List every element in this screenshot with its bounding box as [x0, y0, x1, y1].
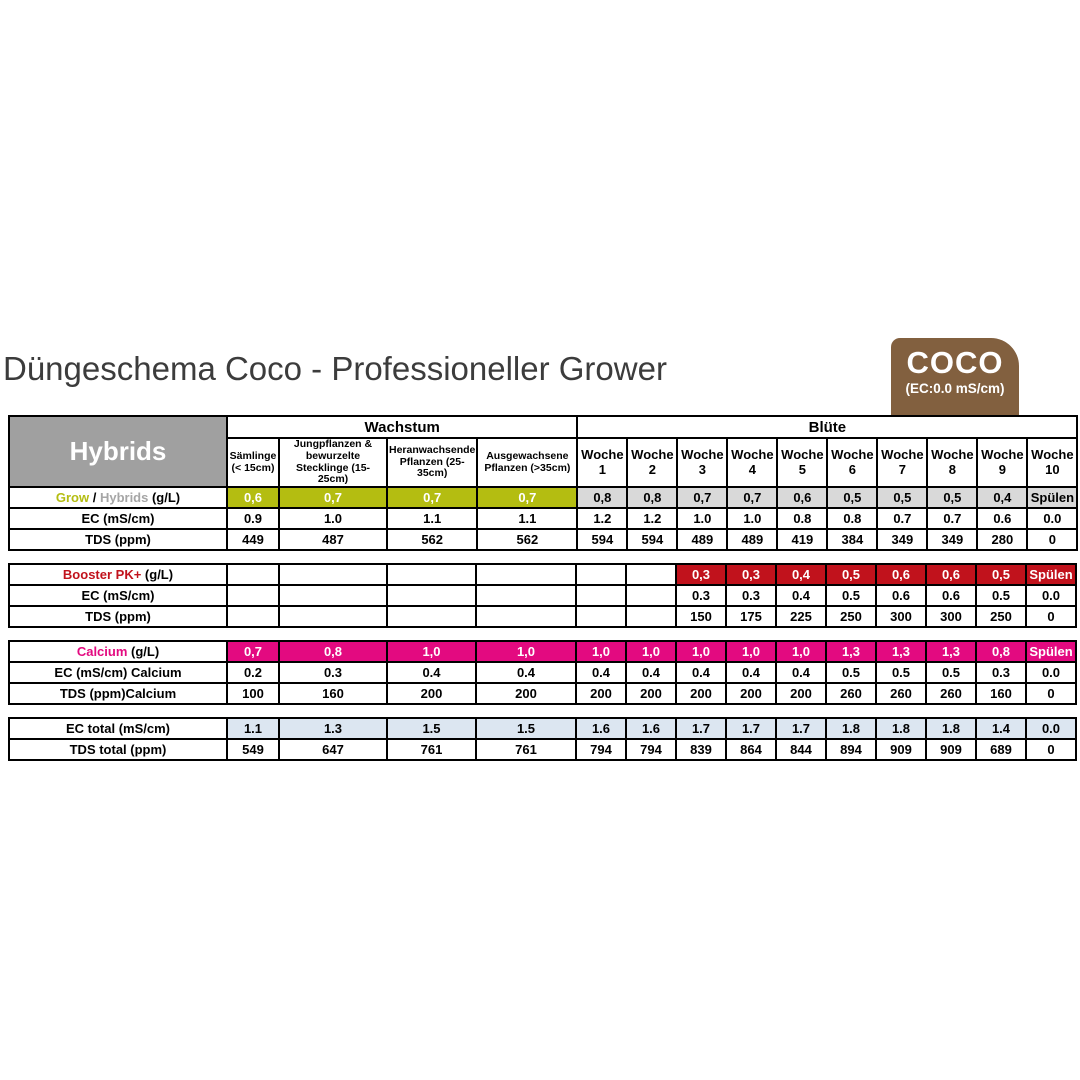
- row-label-calcium-1: [9, 662, 227, 683]
- cell-calcium-r1-c6: 0.4: [676, 662, 726, 683]
- week-header-7: Woche 7: [877, 438, 927, 487]
- cell-calcium-r0-c6: 1,0: [676, 641, 726, 662]
- cell-booster-pk-r2-c13: 0: [1026, 606, 1076, 627]
- cell-calcium-r1-c0: 0.2: [227, 662, 279, 683]
- week-header-1: Woche 1: [577, 438, 627, 487]
- cell-grow-r0-c6: 0,7: [677, 487, 727, 508]
- cell-calcium-r0-c8: 1,0: [776, 641, 826, 662]
- cell-grow-r0-c2: 0,7: [387, 487, 477, 508]
- cell-grow-r0-c1: 0,7: [279, 487, 387, 508]
- cell-calcium-r0-c4: 1,0: [576, 641, 626, 662]
- cell-totals-r1-c7: 864: [726, 739, 776, 760]
- cell-booster-pk-r0-c12: 0,5: [976, 564, 1026, 585]
- cell-booster-pk-r1-c5: [626, 585, 676, 606]
- cell-booster-pk-r0-c2: [387, 564, 476, 585]
- row-label-part: TDS (ppm): [85, 532, 151, 547]
- section-table-calcium: [8, 640, 1077, 705]
- cell-calcium-r1-c10: 0.5: [876, 662, 926, 683]
- cell-totals-r0-c12: 1.4: [976, 718, 1026, 739]
- cell-totals-r0-c7: 1.7: [726, 718, 776, 739]
- cell-booster-pk-r1-c8: 0.4: [776, 585, 826, 606]
- cell-calcium-r2-c12: 160: [976, 683, 1026, 704]
- row-label-part: TDS total (ppm): [69, 742, 167, 757]
- cell-grow-r2-c9: 384: [827, 529, 877, 550]
- cell-calcium-r2-c6: 200: [676, 683, 726, 704]
- row-label-part: TDS (ppm)Calcium: [59, 686, 177, 701]
- group-header-0: Wachstum: [227, 416, 577, 438]
- cell-totals-r0-c6: 1.7: [676, 718, 726, 739]
- cell-grow-r0-c0: 0,6: [227, 487, 279, 508]
- cell-calcium-r2-c1: 160: [279, 683, 387, 704]
- row-label-grow-0: [9, 487, 227, 508]
- row-label-grow-1: [9, 508, 227, 529]
- cell-calcium-r2-c8: 200: [776, 683, 826, 704]
- cell-calcium-r0-c0: 0,7: [227, 641, 279, 662]
- cell-booster-pk-r1-c4: [576, 585, 626, 606]
- cell-calcium-r0-c13: Spülen: [1026, 641, 1076, 662]
- week-header-2: Woche 2: [627, 438, 677, 487]
- cell-booster-pk-r0-c9: 0,5: [826, 564, 876, 585]
- cell-grow-r0-c12: 0,4: [977, 487, 1027, 508]
- row-label-part: TDS (ppm): [85, 609, 151, 624]
- cell-totals-r0-c1: 1.3: [279, 718, 387, 739]
- cell-booster-pk-r1-c11: 0.6: [926, 585, 976, 606]
- week-header-6: Woche 6: [827, 438, 877, 487]
- row-label-calcium-0: [9, 641, 227, 662]
- cell-booster-pk-r1-c9: 0.5: [826, 585, 876, 606]
- row-label-part: /: [89, 490, 100, 505]
- week-header-5: Woche 5: [777, 438, 827, 487]
- cell-calcium-r1-c1: 0.3: [279, 662, 387, 683]
- cell-calcium-r0-c5: 1,0: [626, 641, 676, 662]
- cell-calcium-r1-c13: 0.0: [1026, 662, 1076, 683]
- cell-grow-r2-c8: 419: [777, 529, 827, 550]
- cell-calcium-r2-c10: 260: [876, 683, 926, 704]
- row-label-totals-0: [9, 718, 227, 739]
- cell-grow-r0-c4: 0,8: [577, 487, 627, 508]
- cell-booster-pk-r0-c5: [626, 564, 676, 585]
- row-label-calcium-2: [9, 683, 227, 704]
- section-table-grow: [8, 415, 1078, 551]
- cell-grow-r0-c7: 0,7: [727, 487, 777, 508]
- cell-calcium-r1-c5: 0.4: [626, 662, 676, 683]
- cell-calcium-r0-c3: 1,0: [476, 641, 576, 662]
- cell-booster-pk-r0-c13: Spülen: [1026, 564, 1076, 585]
- row-label-totals-1: [9, 739, 227, 760]
- cell-calcium-r0-c2: 1,0: [387, 641, 476, 662]
- cell-grow-r2-c7: 489: [727, 529, 777, 550]
- cell-totals-r1-c5: 794: [626, 739, 676, 760]
- cell-booster-pk-r2-c3: [476, 606, 576, 627]
- cell-grow-r1-c1: 1.0: [279, 508, 387, 529]
- cell-grow-r2-c0: 449: [227, 529, 279, 550]
- cell-grow-r2-c12: 280: [977, 529, 1027, 550]
- cell-calcium-r2-c4: 200: [576, 683, 626, 704]
- cell-booster-pk-r2-c6: 150: [676, 606, 726, 627]
- cell-booster-pk-r1-c13: 0.0: [1026, 585, 1076, 606]
- cell-calcium-r1-c2: 0.4: [387, 662, 476, 683]
- cell-booster-pk-r0-c10: 0,6: [876, 564, 926, 585]
- cell-grow-r2-c11: 349: [927, 529, 977, 550]
- cell-booster-pk-r1-c0: [227, 585, 279, 606]
- cell-totals-r1-c3: 761: [476, 739, 576, 760]
- stage-header-2: Heranwachsende Pflanzen (25-35cm): [387, 438, 477, 487]
- section-table-totals: [8, 717, 1077, 761]
- cell-totals-r1-c9: 894: [826, 739, 876, 760]
- cell-calcium-r0-c9: 1,3: [826, 641, 876, 662]
- cell-booster-pk-r2-c5: [626, 606, 676, 627]
- cell-totals-r1-c11: 909: [926, 739, 976, 760]
- row-label-booster-pk-2: [9, 606, 227, 627]
- row-label-part: (g/L): [141, 567, 174, 582]
- cell-grow-r1-c11: 0.7: [927, 508, 977, 529]
- cell-grow-r2-c5: 594: [627, 529, 677, 550]
- cell-booster-pk-r0-c1: [279, 564, 387, 585]
- cell-calcium-r2-c7: 200: [726, 683, 776, 704]
- cell-booster-pk-r1-c10: 0.6: [876, 585, 926, 606]
- cell-totals-r1-c12: 689: [976, 739, 1026, 760]
- cell-grow-r2-c6: 489: [677, 529, 727, 550]
- cell-calcium-r2-c13: 0: [1026, 683, 1076, 704]
- row-label-part: EC (mS/cm): [81, 511, 155, 526]
- cell-grow-r2-c10: 349: [877, 529, 927, 550]
- cell-totals-r1-c0: 549: [227, 739, 279, 760]
- cell-booster-pk-r0-c4: [576, 564, 626, 585]
- cell-booster-pk-r0-c8: 0,4: [776, 564, 826, 585]
- cell-grow-r1-c10: 0.7: [877, 508, 927, 529]
- cell-calcium-r1-c4: 0.4: [576, 662, 626, 683]
- corner-header-hybrids: Hybrids: [9, 416, 227, 487]
- row-label-part: (g/L): [148, 490, 181, 505]
- stage-header-0: Sämlinge (< 15cm): [227, 438, 279, 487]
- cell-totals-r1-c13: 0: [1026, 739, 1076, 760]
- cell-totals-r0-c13: 0.0: [1026, 718, 1076, 739]
- cell-booster-pk-r2-c11: 300: [926, 606, 976, 627]
- row-label-part: Calcium: [76, 644, 128, 659]
- page-title: Düngeschema Coco - Professioneller Grower: [3, 350, 667, 387]
- cell-totals-r1-c6: 839: [676, 739, 726, 760]
- week-header-10: Woche 10: [1027, 438, 1077, 487]
- cell-booster-pk-r2-c1: [279, 606, 387, 627]
- cell-booster-pk-r1-c2: [387, 585, 476, 606]
- cell-calcium-r2-c11: 260: [926, 683, 976, 704]
- cell-grow-r0-c5: 0,8: [627, 487, 677, 508]
- cell-grow-r2-c13: 0: [1027, 529, 1077, 550]
- cell-grow-r0-c3: 0,7: [477, 487, 577, 508]
- cell-booster-pk-r1-c7: 0.3: [726, 585, 776, 606]
- cell-grow-r1-c12: 0.6: [977, 508, 1027, 529]
- cell-booster-pk-r2-c12: 250: [976, 606, 1026, 627]
- cell-calcium-r1-c12: 0.3: [976, 662, 1026, 683]
- cell-grow-r1-c5: 1.2: [627, 508, 677, 529]
- cell-calcium-r0-c1: 0,8: [279, 641, 387, 662]
- cell-calcium-r1-c7: 0.4: [726, 662, 776, 683]
- cell-grow-r1-c3: 1.1: [477, 508, 577, 529]
- cell-totals-r0-c9: 1.8: [826, 718, 876, 739]
- cell-calcium-r0-c7: 1,0: [726, 641, 776, 662]
- week-header-8: Woche 8: [927, 438, 977, 487]
- cell-grow-r1-c6: 1.0: [677, 508, 727, 529]
- cell-booster-pk-r0-c7: 0,3: [726, 564, 776, 585]
- cell-grow-r2-c1: 487: [279, 529, 387, 550]
- cell-booster-pk-r1-c6: 0.3: [676, 585, 726, 606]
- cell-grow-r1-c9: 0.8: [827, 508, 877, 529]
- cell-totals-r1-c1: 647: [279, 739, 387, 760]
- cell-calcium-r2-c2: 200: [387, 683, 476, 704]
- cell-calcium-r0-c12: 0,8: [976, 641, 1026, 662]
- stage-header-1: Jungpflanzen & bewurzelte Stecklinge (15-25cm): [279, 438, 387, 487]
- cell-calcium-r2-c0: 100: [227, 683, 279, 704]
- row-label-part: Grow: [55, 490, 90, 505]
- cell-totals-r1-c10: 909: [876, 739, 926, 760]
- cell-grow-r1-c4: 1.2: [577, 508, 627, 529]
- cell-calcium-r0-c10: 1,3: [876, 641, 926, 662]
- cell-totals-r0-c8: 1.7: [776, 718, 826, 739]
- cell-booster-pk-r2-c8: 225: [776, 606, 826, 627]
- cell-calcium-r1-c8: 0.4: [776, 662, 826, 683]
- row-label-part: (g/L): [127, 644, 160, 659]
- cell-grow-r2-c4: 594: [577, 529, 627, 550]
- group-header-1: Blüte: [577, 416, 1077, 438]
- cell-grow-r0-c8: 0,6: [777, 487, 827, 508]
- cell-booster-pk-r0-c11: 0,6: [926, 564, 976, 585]
- cell-booster-pk-r0-c0: [227, 564, 279, 585]
- week-header-3: Woche 3: [677, 438, 727, 487]
- cell-booster-pk-r1-c12: 0.5: [976, 585, 1026, 606]
- cell-totals-r0-c0: 1.1: [227, 718, 279, 739]
- cell-grow-r2-c2: 562: [387, 529, 477, 550]
- cell-grow-r0-c9: 0,5: [827, 487, 877, 508]
- cell-totals-r1-c2: 761: [387, 739, 476, 760]
- cell-totals-r1-c4: 794: [576, 739, 626, 760]
- cell-calcium-r1-c3: 0.4: [476, 662, 576, 683]
- cell-booster-pk-r1-c3: [476, 585, 576, 606]
- cell-calcium-r1-c11: 0.5: [926, 662, 976, 683]
- row-label-part: Hybrids: [99, 490, 149, 505]
- row-label-booster-pk-0: [9, 564, 227, 585]
- coco-badge-ec-sublabel: (EC:0.0 mS/cm): [905, 380, 1005, 396]
- row-label-part: EC (mS/cm) Calcium: [54, 665, 182, 680]
- coco-badge-label: COCO: [906, 345, 1004, 380]
- cell-booster-pk-r0-c6: 0,3: [676, 564, 726, 585]
- cell-grow-r1-c8: 0.8: [777, 508, 827, 529]
- row-label-part: EC (mS/cm): [81, 588, 155, 603]
- cell-grow-r0-c11: 0,5: [927, 487, 977, 508]
- stage-header-3: Ausgewachsene Pflanzen (>35cm): [477, 438, 577, 487]
- cell-grow-r1-c13: 0.0: [1027, 508, 1077, 529]
- cell-booster-pk-r0-c3: [476, 564, 576, 585]
- row-label-part: Booster PK+: [62, 567, 142, 582]
- week-header-9: Woche 9: [977, 438, 1027, 487]
- row-label-booster-pk-1: [9, 585, 227, 606]
- cell-booster-pk-r2-c0: [227, 606, 279, 627]
- cell-booster-pk-r2-c9: 250: [826, 606, 876, 627]
- section-table-booster-pk: [8, 563, 1077, 628]
- cell-grow-r2-c3: 562: [477, 529, 577, 550]
- cell-totals-r0-c2: 1.5: [387, 718, 476, 739]
- coco-badge: [891, 338, 1019, 415]
- cell-booster-pk-r1-c1: [279, 585, 387, 606]
- schedule-tables: [8, 415, 1078, 761]
- cell-grow-r0-c10: 0,5: [877, 487, 927, 508]
- cell-totals-r0-c3: 1.5: [476, 718, 576, 739]
- cell-booster-pk-r2-c7: 175: [726, 606, 776, 627]
- cell-calcium-r2-c3: 200: [476, 683, 576, 704]
- cell-totals-r0-c4: 1.6: [576, 718, 626, 739]
- cell-grow-r0-c13: Spülen: [1027, 487, 1077, 508]
- cell-grow-r1-c7: 1.0: [727, 508, 777, 529]
- week-header-4: Woche 4: [727, 438, 777, 487]
- cell-calcium-r2-c9: 260: [826, 683, 876, 704]
- cell-booster-pk-r2-c4: [576, 606, 626, 627]
- cell-grow-r1-c2: 1.1: [387, 508, 477, 529]
- row-label-grow-2: [9, 529, 227, 550]
- cell-totals-r1-c8: 844: [776, 739, 826, 760]
- cell-booster-pk-r2-c10: 300: [876, 606, 926, 627]
- cell-calcium-r2-c5: 200: [626, 683, 676, 704]
- cell-grow-r1-c0: 0.9: [227, 508, 279, 529]
- cell-totals-r0-c5: 1.6: [626, 718, 676, 739]
- cell-calcium-r1-c9: 0.5: [826, 662, 876, 683]
- cell-calcium-r0-c11: 1,3: [926, 641, 976, 662]
- cell-totals-r0-c10: 1.8: [876, 718, 926, 739]
- cell-booster-pk-r2-c2: [387, 606, 476, 627]
- cell-totals-r0-c11: 1.8: [926, 718, 976, 739]
- row-label-part: EC total (mS/cm): [65, 721, 170, 736]
